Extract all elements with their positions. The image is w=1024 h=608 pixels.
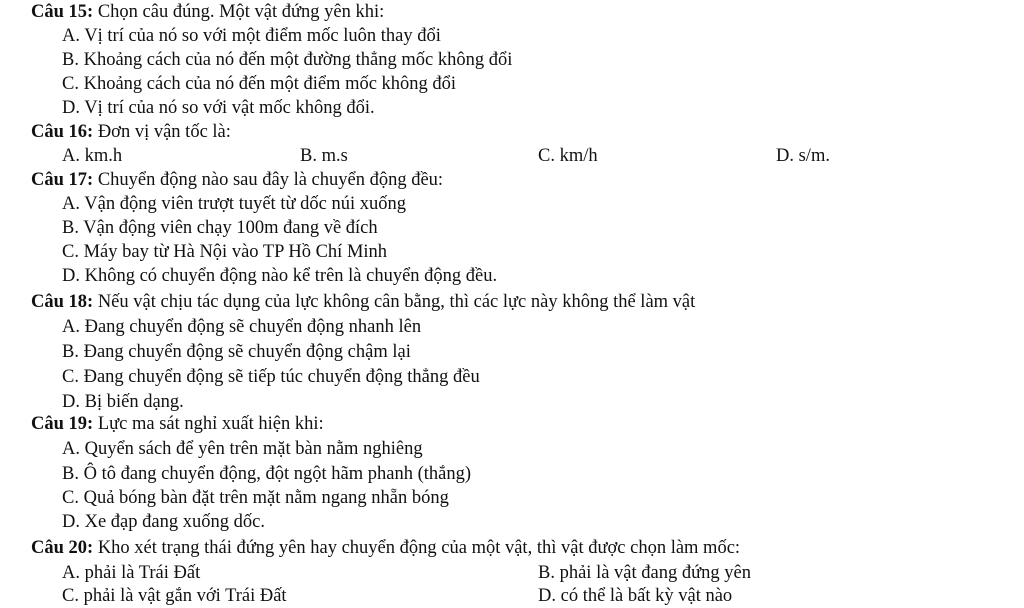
question-17 (31, 168, 443, 192)
option-18c: C. Đang chuyển động sẽ tiếp túc chuyển động thẳng đều (62, 367, 480, 387)
question-text: Lực ma sát nghỉ xuất hiện khi: (93, 414, 324, 434)
option-20a: A. phải là Trái Đất (62, 563, 201, 583)
option-15a: A. Vị trí của nó so với một điểm mốc luôn thay đổi (62, 26, 441, 46)
question-19 (31, 412, 324, 436)
option-18b: B. Đang chuyển động sẽ chuyển động chậm lại (62, 342, 411, 362)
question-number: Câu 20: (31, 538, 94, 558)
option-15d: D. Vị trí của nó so với vật mốc không đổi. (62, 98, 375, 118)
option-16d: D. s/m. (776, 146, 830, 166)
option-20b: B. phải là vật đang đứng yên (538, 563, 751, 583)
question-number: Câu 19: (31, 414, 94, 434)
option-16c: C. km/h (538, 146, 598, 166)
question-20 (31, 536, 740, 560)
question-number: Câu 16: (31, 122, 94, 142)
options-row-16 (0, 144, 1024, 168)
option-17b: B. Vận động viên chạy 100m đang về đích (62, 218, 378, 238)
question-text: Nếu vật chịu tác dụng của lực không cân bằng, thì các lực này không thể làm vật (93, 292, 696, 312)
question-number: Câu 18: (31, 292, 94, 312)
option-18d: D. Bị biến dạng. (62, 392, 184, 412)
option-17d: D. Không có chuyển động nào kể trên là chuyển động đều. (62, 266, 498, 286)
option-19d: D. Xe đạp đang xuống dốc. (62, 512, 265, 532)
question-text: Chuyển động nào sau đây là chuyển động đều: (93, 170, 444, 190)
option-16b: B. m.s (300, 146, 348, 166)
option-17c: C. Máy bay từ Hà Nội vào TP Hồ Chí Minh (62, 242, 388, 262)
question-number: Câu 17: (31, 170, 94, 190)
option-17a: A. Vận động viên trượt tuyết từ dốc núi xuống (62, 194, 406, 214)
options-row-20-1 (0, 561, 1024, 585)
option-15b: B. Khoảng cách của nó đến một đường thẳng mốc không đổi (62, 50, 513, 70)
question-16 (31, 120, 231, 144)
option-18a: A. Đang chuyển động sẽ chuyển động nhanh lên (62, 317, 422, 337)
question-text: Đơn vị vận tốc là: (93, 122, 231, 142)
question-text: Chọn câu đúng. Một vật đứng yên khi: (93, 2, 385, 22)
option-15c: C. Khoảng cách của nó đến một điểm mốc không đổi (62, 74, 457, 94)
option-20d: D. có thể là bất kỳ vật nào (538, 586, 733, 606)
option-19a: A. Quyển sách để yên trên mặt bàn nằm nghiêng (62, 439, 423, 459)
option-20c: C. phải là vật gắn với Trái Đất (62, 586, 287, 606)
question-text: Kho xét trạng thái đứng yên hay chuyển động của một vật, thì vật được chọn làm mốc: (93, 538, 741, 558)
question-18 (31, 290, 695, 314)
options-row-20-2 (0, 584, 1024, 608)
option-19c: C. Quả bóng bàn đặt trên mặt nằm ngang nhẵn bóng (62, 488, 449, 508)
question-number: Câu 15: (31, 2, 94, 22)
option-19b: B. Ô tô đang chuyển động, đột ngột hãm phanh (thắng) (62, 464, 471, 484)
question-15 (31, 0, 384, 24)
option-16a: A. km.h (62, 146, 123, 166)
